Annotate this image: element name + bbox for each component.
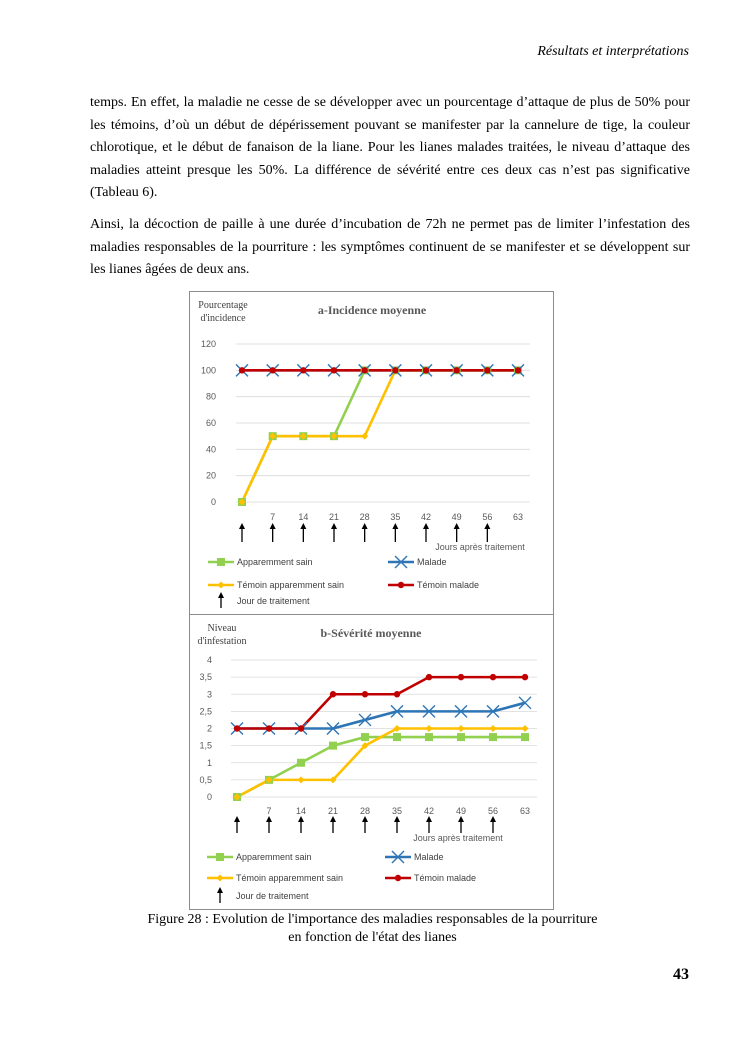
incidence-treatment-arrow (331, 523, 337, 542)
severite-point-apparemment_sain (393, 733, 401, 741)
severite-treatment-arrow-head (330, 816, 336, 822)
incidence-treatment-arrow-head (484, 523, 490, 529)
incidence-legend-label: Apparemment sain (237, 557, 313, 567)
incidence-point-temoin_malade (392, 367, 398, 373)
severite-xlabel: Jours après traitement (413, 833, 503, 843)
severite-treatment-arrow-head (266, 816, 272, 822)
incidence-legend-marker (398, 582, 404, 588)
incidence-treatment-arrow (239, 523, 245, 542)
severite-point-apparemment_sain (521, 733, 529, 741)
severite-treatment-arrow (426, 816, 432, 833)
page-number: 43 (673, 966, 689, 983)
incidence-xtick-label: 28 (359, 512, 370, 522)
incidence-xtick-label: 21 (328, 512, 340, 522)
chart-severite (189, 614, 554, 910)
incidence-treatment-arrow-head (362, 523, 368, 529)
chart-severite-svg (190, 615, 553, 909)
incidence-treatment-arrow (484, 523, 490, 542)
severite-treatment-arrow (490, 816, 496, 833)
incidence-treatment-arrow-head (331, 523, 337, 529)
incidence-xtick-label: 14 (298, 512, 309, 522)
severite-point-apparemment_sain (457, 733, 465, 741)
running-header: Résultats et interprétations (537, 44, 689, 59)
severite-point-temoin_malade (362, 691, 368, 697)
incidence-treatment-arrow (270, 523, 276, 542)
severite-xtick-label: 56 (487, 806, 499, 816)
severite-ytick-label: 3,5 (199, 672, 212, 683)
chart-incidence-svg (190, 292, 553, 615)
severite-point-temoin_apparemment_sain (522, 725, 529, 732)
severite-treatment-arrow-head (458, 816, 464, 822)
severite-point-temoin_apparemment_sain (298, 776, 305, 783)
incidence-treatment-arrow-head (454, 523, 460, 529)
severite-point-apparemment_sain (297, 759, 305, 767)
severite-legend-treatment-label: Jour de traitement (236, 891, 309, 901)
severite-legend-arrow (217, 887, 223, 903)
severite-treatment-arrow (298, 816, 304, 833)
severite-ytick-label: 4 (206, 655, 212, 665)
incidence-xtick-label: 42 (420, 512, 432, 522)
severite-treatment-arrow (458, 816, 464, 833)
incidence-treatment-arrow (362, 523, 368, 542)
incidence-legend-marker (218, 582, 225, 589)
severite-xtick-label: 49 (455, 806, 467, 816)
severite-ytick-label: 2,5 (199, 706, 212, 717)
severite-legend-label: Malade (414, 852, 444, 862)
severite-xtick-label: 63 (519, 806, 531, 816)
incidence-xtick-label: 49 (451, 512, 462, 522)
incidence-point-temoin_malade (423, 367, 429, 373)
incidence-ytick-label: 40 (205, 444, 216, 455)
body-paragraph-2: Ainsi, la décoction de paille à une durée d’incubation de 72h ne permet pas de limiter l’infestation des maladies responsables de la pourriture : les symptômes continuent de se manifester et se développent sur les lianes âgées de deux ans. (90, 217, 690, 277)
severite-point-apparemment_sain (361, 733, 369, 741)
incidence-xtick-label: 7 (270, 512, 276, 522)
incidence-xtick-label: 56 (482, 512, 493, 522)
severite-ytick-label: 2 (206, 723, 212, 734)
incidence-ytick-label: 100 (200, 365, 216, 376)
incidence-treatment-arrow (423, 523, 429, 542)
incidence-legend-label: Malade (417, 557, 447, 567)
severite-point-temoin_malade (298, 725, 304, 731)
severite-ytick-label: 0 (206, 792, 212, 802)
incidence-ytick-label: 60 (205, 418, 216, 428)
severite-xtick-label: 35 (391, 806, 403, 816)
incidence-legend-arrow (218, 592, 224, 608)
severite-ytick-label: 1,5 (199, 740, 212, 751)
severite-treatment-arrow (362, 816, 368, 833)
body-paragraph-1: temps. En effet, la maladie ne cesse de se développer avec un pourcentage d’attaque de plus de 50% pour les témoins, d’où un début de dépérissement pouvant se manifester par la cannelure de tige, la couleur chlorotique, et le début de fanaison de la liane. Pour les lianes malades traitées, le niveau d’attaque des maladies atteint presque les 50%. La différence de sévérité entre ces deux cas n’est pas significative (Tableau 6). (90, 95, 690, 200)
severite-series-line-malade (237, 703, 525, 729)
incidence-point-temoin_malade (453, 367, 459, 373)
severite-legend-marker (217, 875, 224, 882)
severite-treatment-arrow (330, 816, 336, 833)
incidence-point-temoin_malade (269, 367, 275, 373)
incidence-ytick-label: 80 (205, 391, 216, 402)
severite-treatment-arrow-head (394, 816, 400, 822)
severite-legend-label: Témoin apparemment sain (236, 873, 344, 883)
incidence-ytick-label: 120 (200, 339, 216, 349)
severite-ylabel-line: Niveau (207, 623, 237, 634)
caption-line-2: en fonction de l'état des lianes (288, 930, 457, 945)
incidence-point-temoin_malade (515, 367, 521, 373)
severite-series-line-apparemment_sain (237, 737, 525, 797)
incidence-ylabel-line: d'incidence (200, 313, 246, 324)
incidence-legend-label: Témoin apparemment sain (237, 580, 345, 590)
severite-title: b-Sévérité moyenne (320, 626, 422, 640)
incidence-treatment-arrow-head (423, 523, 429, 529)
incidence-title: a-Incidence moyenne (317, 303, 427, 317)
severite-treatment-arrow-head (362, 816, 368, 822)
severite-point-apparemment_sain (425, 733, 433, 741)
incidence-series-line-temoin_apparemment_sain (242, 370, 518, 502)
severite-point-temoin_malade (522, 674, 528, 680)
incidence-point-temoin_malade (361, 367, 367, 373)
severite-xtick-label: 42 (423, 806, 435, 816)
severite-point-temoin_malade (490, 674, 496, 680)
severite-ytick-label: 0,5 (199, 774, 212, 785)
severite-ytick-label: 1 (206, 757, 212, 768)
incidence-legend-treatment-label: Jour de traitement (237, 596, 310, 606)
severite-treatment-arrow-head (490, 816, 496, 822)
severite-point-temoin_malade (266, 725, 272, 731)
severite-point-temoin_apparemment_sain (458, 725, 465, 732)
incidence-xtick-label: 63 (512, 512, 524, 522)
severite-treatment-arrow-head (298, 816, 304, 822)
incidence-treatment-arrow-head (239, 523, 245, 529)
severite-ytick-label: 3 (206, 689, 212, 700)
severite-xtick-label: 28 (359, 806, 371, 816)
severite-point-temoin_apparemment_sain (490, 725, 497, 732)
severite-treatment-arrow (234, 816, 240, 833)
severite-point-temoin_malade (330, 691, 336, 697)
incidence-treatment-arrow-head (300, 523, 306, 529)
incidence-legend-marker (217, 558, 225, 566)
severite-xtick-label: 7 (266, 806, 272, 816)
severite-xtick-label: 21 (327, 806, 339, 816)
severite-legend-label: Témoin malade (414, 873, 477, 883)
incidence-legend-label: Témoin malade (417, 580, 480, 590)
incidence-xlabel: Jours après traitement (435, 542, 525, 552)
severite-legend-marker (395, 875, 401, 881)
incidence-xtick-label: 35 (390, 512, 401, 522)
incidence-ytick-label: 0 (210, 497, 216, 507)
incidence-ytick-label: 20 (205, 470, 216, 481)
severite-point-apparemment_sain (489, 733, 497, 741)
incidence-point-temoin_malade (484, 367, 490, 373)
severite-legend-label: Apparemment sain (236, 852, 312, 862)
incidence-ylabel-line: Pourcentage (198, 300, 248, 311)
severite-point-temoin_malade (426, 674, 432, 680)
severite-series-line-temoin_malade (237, 677, 525, 728)
incidence-point-temoin_malade (331, 367, 337, 373)
severite-point-temoin_malade (394, 691, 400, 697)
figure-caption (90, 911, 655, 947)
chart-incidence (189, 291, 554, 616)
severite-legend-marker (216, 853, 224, 861)
incidence-treatment-arrow-head (392, 523, 398, 529)
incidence-legend-arrow-head (218, 592, 224, 598)
incidence-point-temoin_malade (300, 367, 306, 373)
severite-point-apparemment_sain (329, 742, 337, 750)
severite-treatment-arrow (394, 816, 400, 833)
severite-point-temoin_malade (234, 725, 240, 731)
severite-legend-arrow-head (217, 887, 223, 893)
caption-line-1: Figure 28 : Evolution de l'importance des maladies responsables de la pourriture (147, 912, 598, 927)
incidence-point-temoin_malade (239, 367, 245, 373)
severite-treatment-arrow-head (234, 816, 240, 822)
severite-treatment-arrow (266, 816, 272, 833)
severite-ylabel-line: d'infestation (197, 636, 247, 647)
severite-treatment-arrow-head (426, 816, 432, 822)
incidence-treatment-arrow (454, 523, 460, 542)
incidence-treatment-arrow (392, 523, 398, 542)
incidence-treatment-arrow-head (270, 523, 276, 529)
severite-point-temoin_malade (458, 674, 464, 680)
incidence-treatment-arrow (300, 523, 306, 542)
severite-xtick-label: 14 (295, 806, 307, 816)
severite-point-temoin_apparemment_sain (426, 725, 433, 732)
